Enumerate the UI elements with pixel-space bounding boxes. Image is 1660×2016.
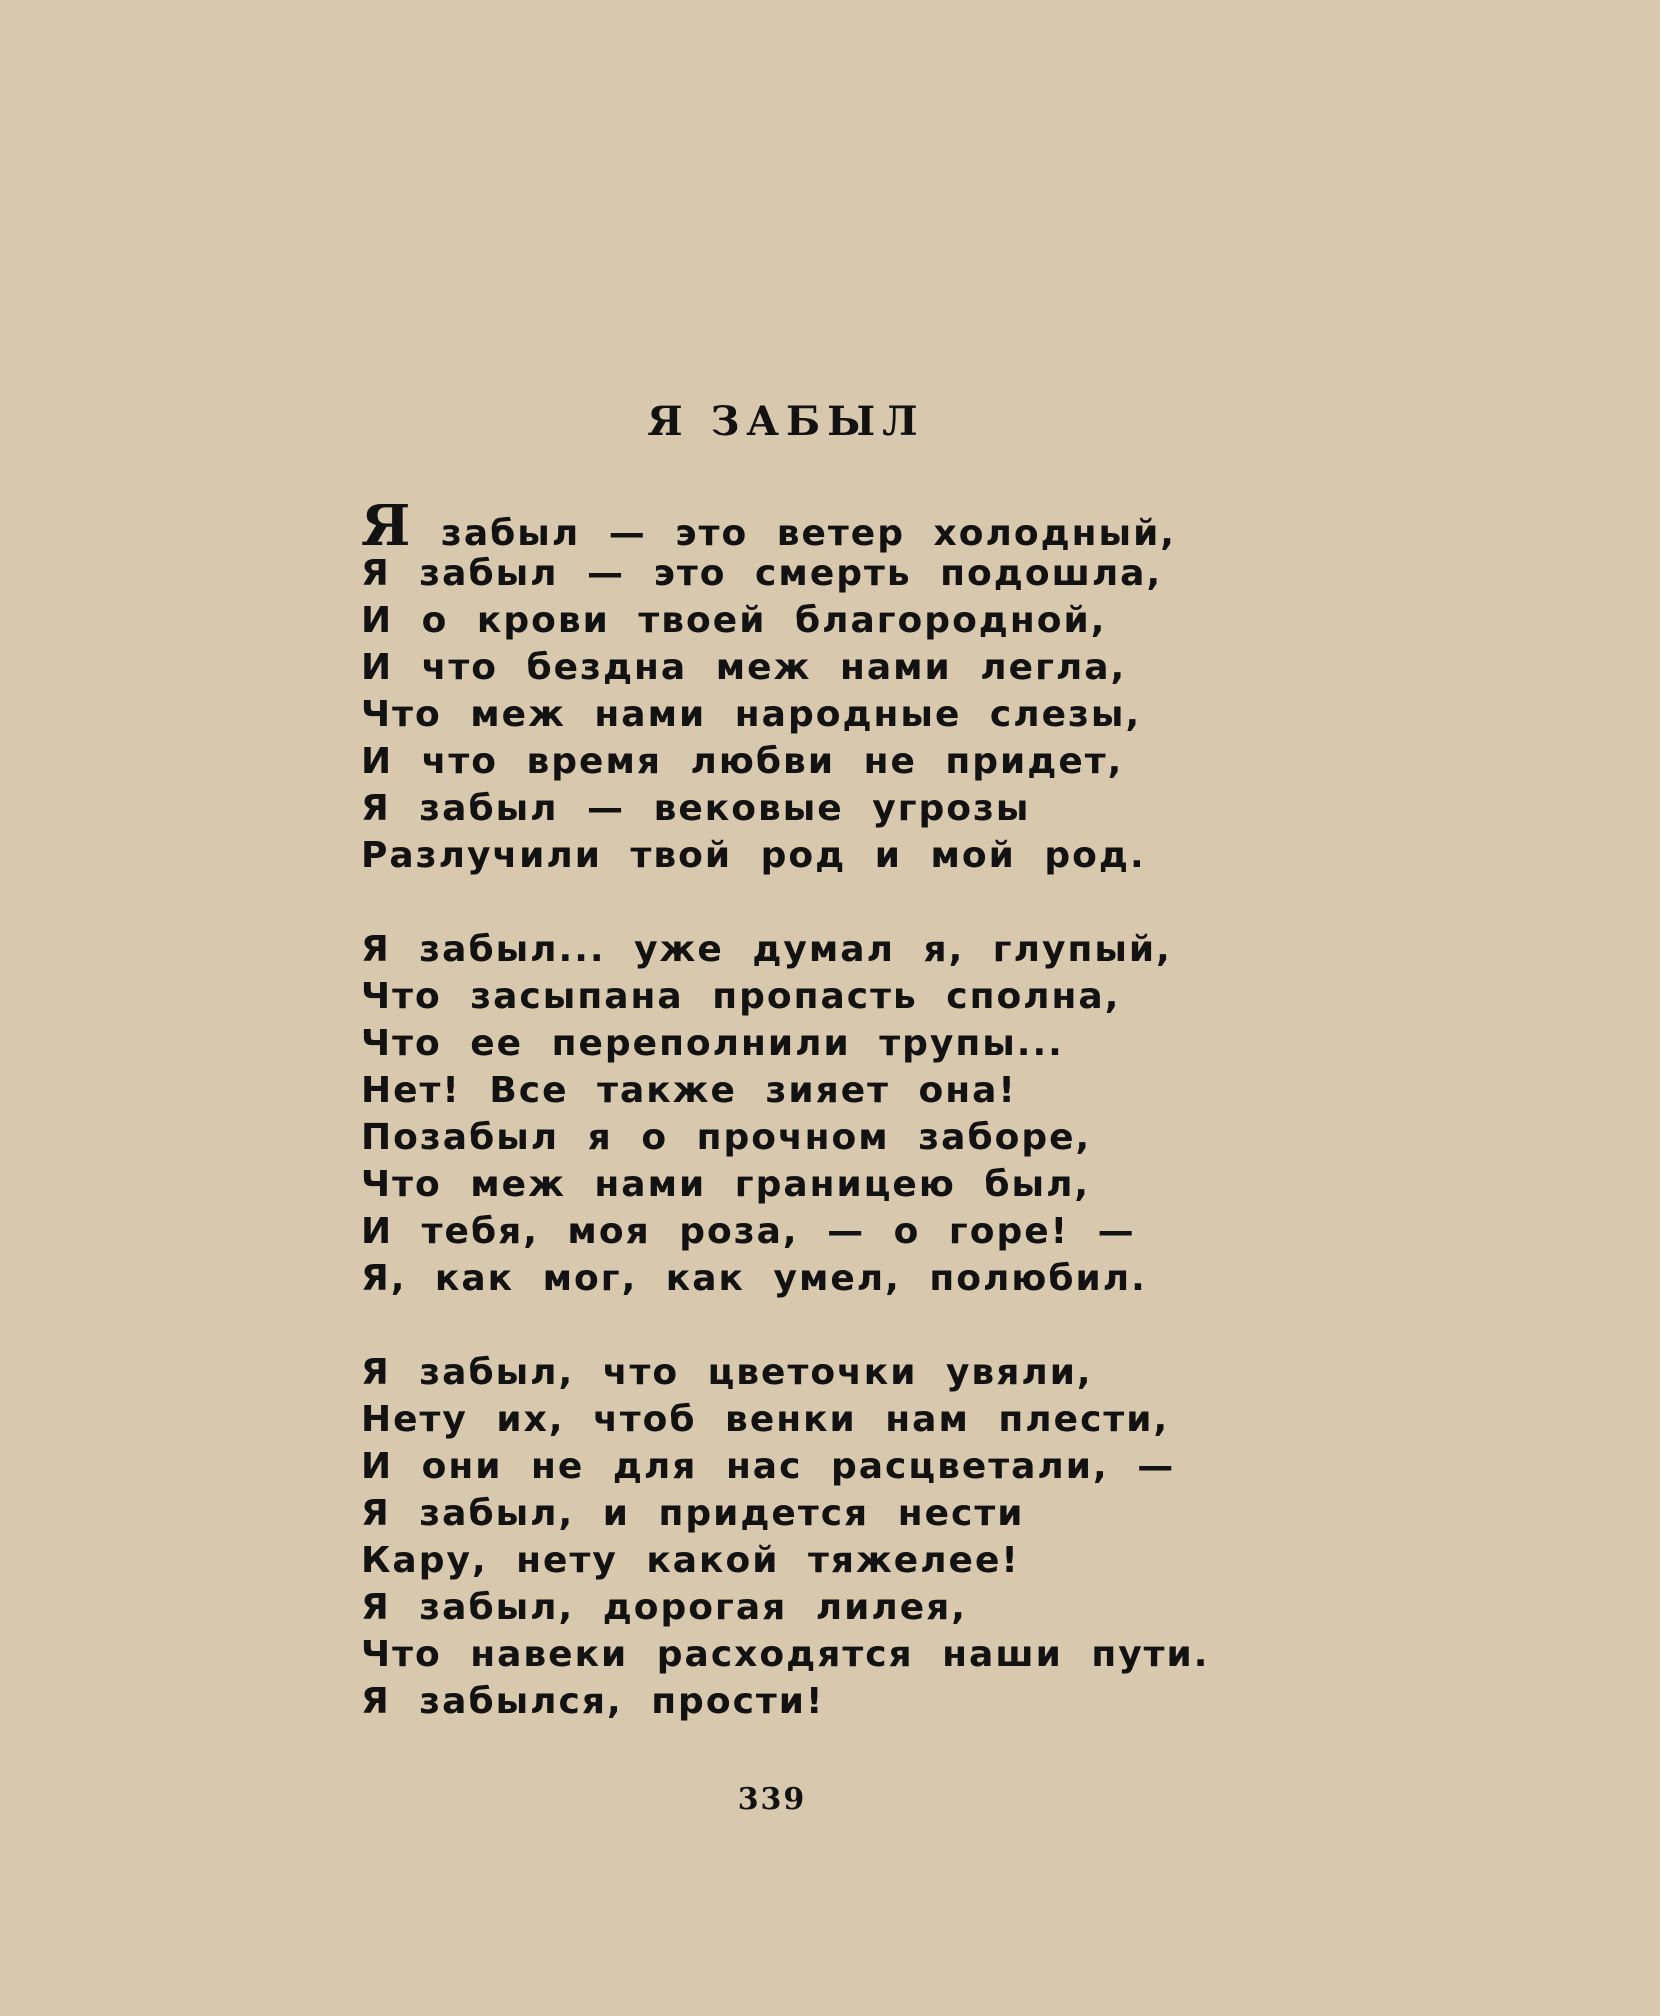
- stanza-3: [361, 1349, 1361, 1725]
- first-line-rest: забыл — это ветер холодный,: [412, 513, 1176, 554]
- poem-line: Что меж нами народные слезы,: [361, 694, 1142, 735]
- poem-line-first: [361, 493, 1361, 559]
- poem-line: Что меж нами границею был,: [361, 1164, 1091, 1205]
- poem-line: Нету их, чтоб венки нам плести,: [361, 1399, 1170, 1440]
- poem-line: Я забыл — вековые угрозы: [361, 788, 1031, 829]
- poem-line: Я забыл, дорогая лилея,: [361, 1587, 967, 1628]
- poem-line: Я забыл... уже думал я, глупый,: [361, 929, 1172, 970]
- poem-title: Я ЗАБЫЛ: [647, 398, 925, 445]
- poem-line: Я забылся, прости!: [361, 1681, 825, 1722]
- poem-line: Что засыпана пропасть сполна,: [361, 976, 1121, 1017]
- poem-line: Я забыл — это смерть подошла,: [361, 553, 1163, 594]
- poem-line: Что ее переполнили трупы...: [361, 1023, 1064, 1064]
- stanza-2: [361, 926, 1361, 1302]
- poem-line: Разлучили твой род и мой род.: [361, 835, 1146, 876]
- dropcap-letter: Я: [361, 493, 413, 559]
- poem-body: [361, 493, 1361, 1772]
- poem-line: И что время любви не придет,: [361, 741, 1124, 782]
- poem-line: Я забыл, что цветочки увяли,: [361, 1352, 1093, 1393]
- poem-line: Я, как мог, как умел, полюбил.: [361, 1258, 1147, 1299]
- page-number: 339: [737, 1782, 807, 1817]
- poem-line: Что навеки расходятся наши пути.: [361, 1634, 1210, 1675]
- poem-line: Позабыл я о прочном заборе,: [361, 1117, 1092, 1158]
- poem-line: И тебя, моя роза, — о горе! —: [361, 1211, 1136, 1252]
- poem-line: Кару, нету какой тяжелее!: [361, 1540, 1020, 1581]
- poem-line: Я забыл, и придется нести: [361, 1493, 1025, 1534]
- poem-line: Нет! Все также зияет она!: [361, 1070, 1017, 1111]
- poem-line: И что бездна меж нами легла,: [361, 647, 1127, 688]
- poem-line: И они не для нас расцветали, —: [361, 1446, 1176, 1487]
- poem-line: И о крови твоей благородной,: [361, 600, 1107, 641]
- stanza-1: [361, 493, 1361, 879]
